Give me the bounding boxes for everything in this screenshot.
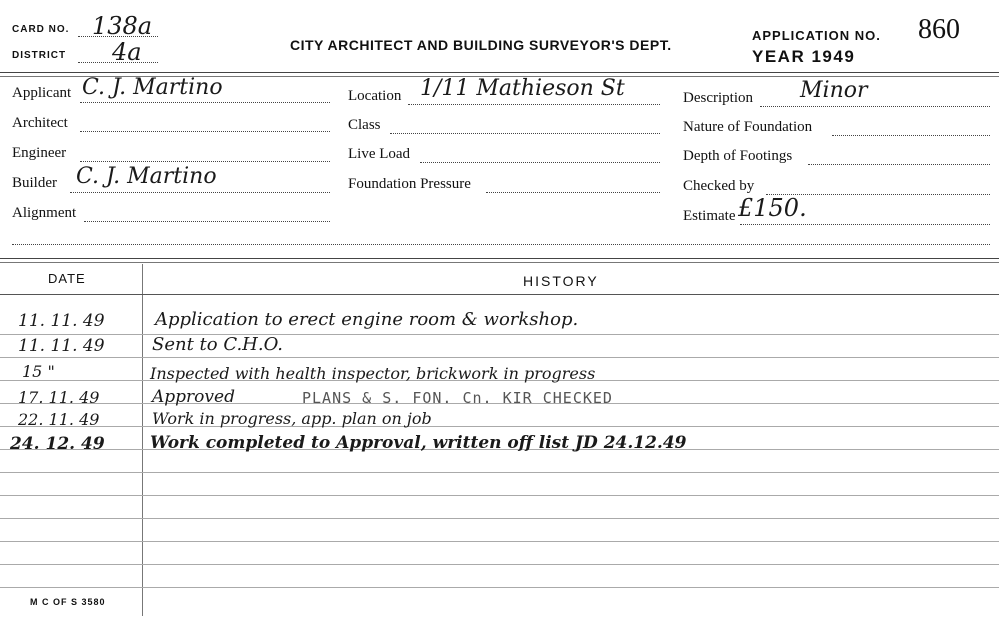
application-no-label: APPLICATION NO.	[752, 28, 881, 43]
history-entry: Work completed to Approval, written off list JD 24.12.49	[150, 433, 687, 453]
alignment-label: Alignment	[12, 205, 77, 221]
plans-checked-stamp: PLANS & S. FON. Cn. KIR CHECKED	[302, 389, 613, 407]
history-date: 11. 11. 49	[18, 311, 105, 331]
estimate-label: Estimate	[683, 208, 736, 224]
history-entry: Application to erect engine room & workshop.	[155, 309, 579, 330]
history-entry: Sent to C.H.O.	[152, 334, 284, 355]
live-load-label: Live Load	[348, 146, 411, 162]
depth-of-footings-label: Depth of Footings	[683, 148, 793, 164]
application-no-value: 860	[918, 14, 960, 45]
history-date: 22. 11. 49	[18, 410, 100, 429]
date-column-header: DATE	[48, 271, 86, 286]
description-value: Minor	[800, 78, 868, 103]
history-date: 17. 11. 49	[18, 388, 100, 407]
history-entry: Inspected with health inspector, brickwork in progress	[150, 364, 596, 383]
class-label: Class	[348, 117, 381, 133]
description-label: Description	[683, 90, 753, 106]
history-date: 11. 11. 49	[18, 336, 105, 356]
history-entry: Work in progress, app. plan on job	[152, 409, 432, 428]
department-title: CITY ARCHITECT AND BUILDING SURVEYOR'S DEPT.	[290, 37, 672, 53]
architect-label: Architect	[12, 115, 68, 131]
history-date: 15 "	[22, 362, 55, 381]
applicant-value: C. J. Martino	[82, 75, 223, 100]
estimate-value: £150.	[738, 194, 807, 222]
form-code: M C OF S 3580	[30, 597, 106, 607]
engineer-label: Engineer	[12, 145, 67, 161]
card-no-label: CARD NO.	[12, 24, 70, 35]
checked-by-label: Checked by	[683, 178, 755, 194]
district-label: DISTRICT	[12, 50, 67, 61]
location-label: Location	[348, 88, 402, 104]
location-value: 1/11 Mathieson St	[420, 76, 625, 101]
history-date: 24. 12. 49	[10, 434, 105, 454]
builder-value: C. J. Martino	[76, 164, 217, 189]
nature-of-foundation-label: Nature of Foundation	[683, 119, 813, 135]
builder-label: Builder	[12, 175, 57, 191]
applicant-label: Applicant	[12, 85, 72, 101]
foundation-pressure-label: Foundation Pressure	[348, 176, 471, 192]
year-label: YEAR 1949	[752, 47, 856, 66]
history-column-header: HISTORY	[523, 273, 599, 289]
card-no-value: 138a	[92, 12, 153, 40]
district-value: 4a	[112, 38, 142, 66]
history-entry: Approved	[152, 387, 235, 407]
